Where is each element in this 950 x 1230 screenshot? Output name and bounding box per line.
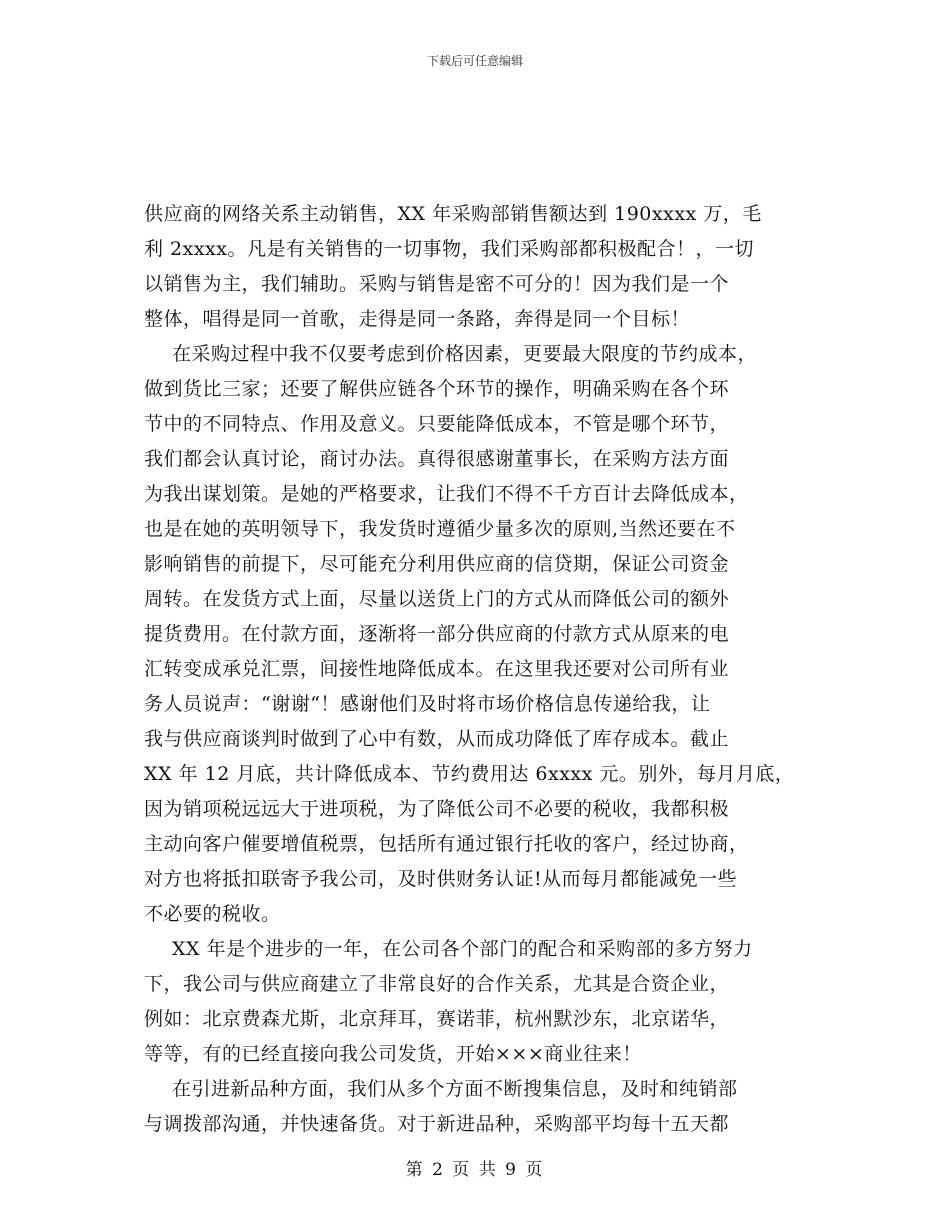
body-line: 不必要的税收。 <box>144 903 281 925</box>
body-line: 我们都会认真讨论，商讨办法。真得很感谢董事长，在采购方法方面 <box>144 448 730 470</box>
body-line: 为我出谋划策。是她的严格要求，让我们不得不千方百计去降低成本， <box>144 483 749 505</box>
body-line: 对方也将抵扣联寄予我公司，及时供财务认证!从而每月都能减免一些 <box>144 868 738 890</box>
body-line: 节中的不同特点、作用及意义。只要能降低成本，不管是哪个环节， <box>144 413 730 435</box>
body-line: 我与供应商谈判时做到了心中有数，从而成功降低了库存成本。截止 <box>144 728 730 750</box>
body-line: 等等，有的已经直接向我公司发货，开始×××商业往来！ <box>144 1043 642 1065</box>
body-line: 供应商的网络关系主动销售，XX 年采购部销售额达到 190xxxx 万，毛 <box>144 203 762 225</box>
page-header: 下载后可任意编辑 <box>426 54 523 68</box>
body-line: 利 2xxxx。凡是有关销售的一切事物，我们采购部都积极配合！，一切 <box>144 238 754 260</box>
body-line: 也是在她的英明领导下，我发货时遵循少量多次的原则,当然还要在不 <box>144 518 736 540</box>
body-line: XX 年是个进步的一年，在公司各个部门的配合和采购部的多方努力 <box>172 938 753 960</box>
body-line: 整体，唱得是同一首歌，走得是同一条路，奔得是同一个目标！ <box>144 308 691 330</box>
body-line: 提货费用。在付款方面，逐渐将一部分供应商的付款方式从原来的电 <box>144 623 730 645</box>
body-line: 做到货比三家；还要了解供应链各个环节的操作，明确采购在各个环 <box>144 378 730 400</box>
body-line: 以销售为主，我们辅助。采购与销售是密不可分的！因为我们是一个 <box>144 273 730 295</box>
body-line: 在引进新品种方面，我们从多个方面不断搜集信息，及时和纯销部 <box>172 1078 738 1100</box>
body-line: 下，我公司与供应商建立了非常良好的合作关系，尤其是合资企业， <box>144 973 730 995</box>
body-line: 汇转变成承兑汇票，间接性地降低成本。在这里我还要对公司所有业 <box>144 658 730 680</box>
body-line: 周转。在发货方式上面，尽量以送货上门的方式从而降低公司的额外 <box>144 588 730 610</box>
body-line: 影响销售的前提下，尽可能充分利用供应商的信贷期，保证公司资金 <box>144 553 730 575</box>
body-line: 主动向客户催要增值税票，包括所有通过银行托收的客户，经过协商， <box>144 833 749 855</box>
body-line: 务人员说声：“谢谢“！感谢他们及时将市场价格信息传递给我，让 <box>144 693 711 715</box>
body-line: XX 年 12 月底，共计降低成本、节约费用达 6xxxx 元。别外，每月月底， <box>144 763 795 785</box>
body-line: 与调拨部沟通，并快速备货。对于新进品种，采购部平均每十五天都 <box>144 1113 730 1135</box>
body-line: 在采购过程中我不仅要考虑到价格因素，更要最大限度的节约成本， <box>172 343 758 365</box>
body-line: 因为销项税远远大于进项税，为了降低公司不必要的税收，我都积极 <box>144 798 730 820</box>
page-number: 第 2 页 共 9 页 <box>405 1160 545 1180</box>
body-line: 例如：北京费森尤斯，北京拜耳，赛诺菲，杭州默沙东，北京诺华， <box>144 1008 730 1030</box>
